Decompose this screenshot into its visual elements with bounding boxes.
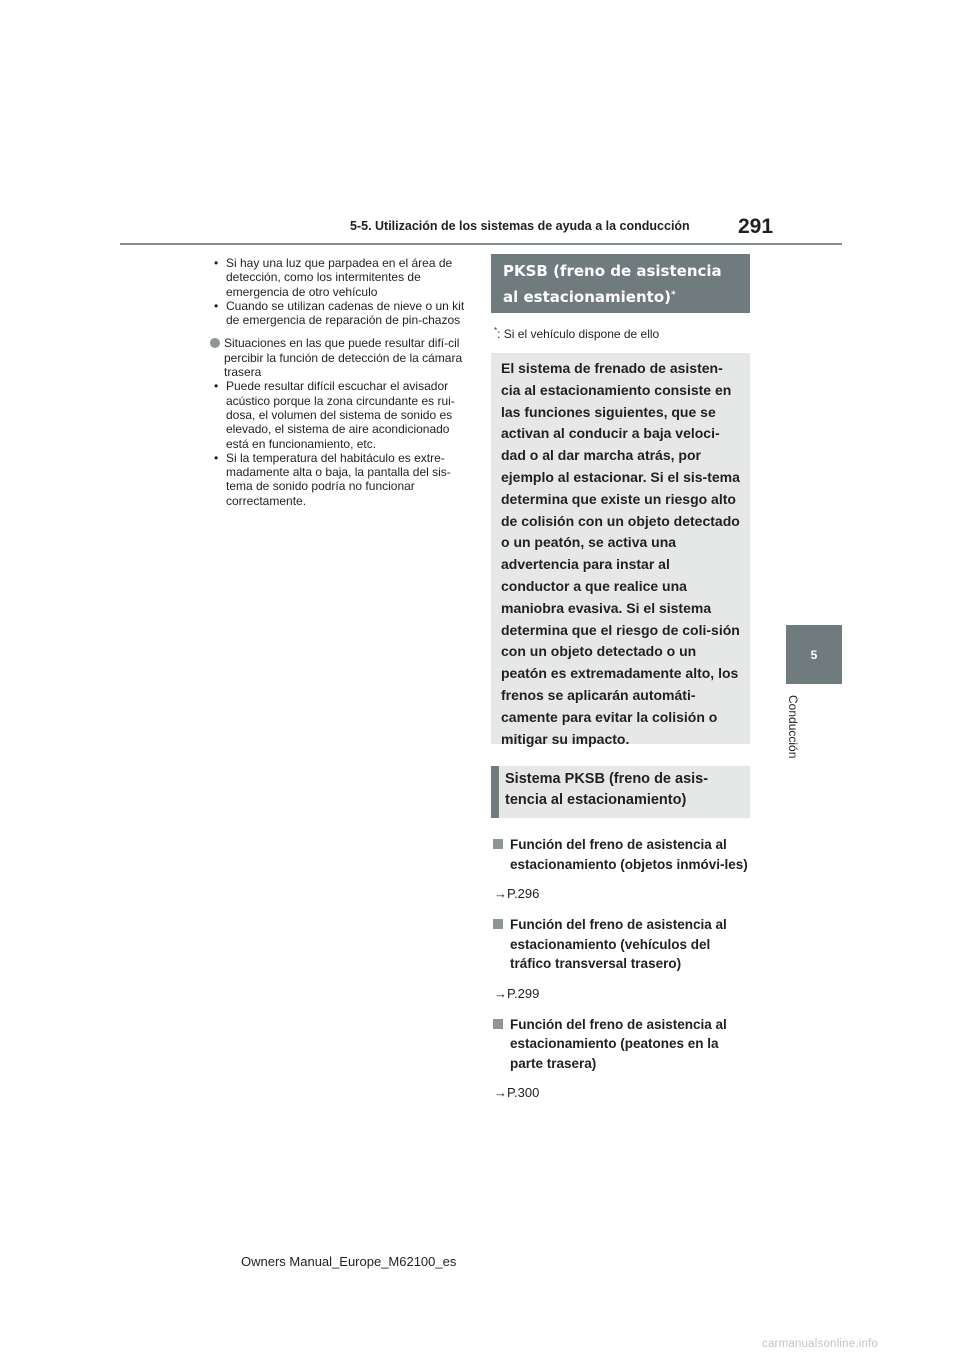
circle-bullet-icon: [210, 338, 220, 348]
left-column: [210, 256, 470, 508]
pksb-banner: [491, 254, 750, 313]
watermark: carmanualsonline.info: [762, 1338, 879, 1350]
bullet-item: • Si hay una luz que parpadea en el área de detección, como los intermitentes de emergencia de otro vehículo: [210, 256, 470, 299]
section-heading: Sistema PKSB (freno de asis-tencia al estacionamiento): [491, 766, 750, 818]
bullet-item: • Si la temperatura del habitáculo es extre-madamente alta o baja, la pantalla del sis-tema de sonido podría no funcionar correctamente.: [210, 451, 470, 508]
subsection-heading: [491, 915, 750, 974]
square-bullet-icon: [493, 919, 503, 929]
pksb-banner-title: PKSB (freno de asistencia al estacionamiento): [503, 262, 722, 306]
banner-asterisk: *: [670, 290, 676, 300]
subsection-heading: [491, 835, 750, 874]
subsection-title: Función del freno de asistencia al estacionamiento (objetos inmóvi-les): [510, 837, 748, 872]
page-reference-link[interactable]: →P.299: [494, 985, 540, 1001]
page-reference-link[interactable]: →P.300: [494, 1085, 540, 1100]
footnote-mark: *: [494, 326, 498, 335]
subsection-title: Función del freno de asistencia al estacionamiento (peatones en la parte trasera): [510, 1016, 727, 1071]
bullet-item: • Puede resultar difícil escuchar el avisador acústico porque la zona circundante es rui-dosa, el volumen del sistema de sonido es elevado, el sistema de aire acondicionado está en funcionamiento, etc.: [210, 379, 470, 450]
header-divider: [120, 243, 842, 245]
subsection-title: Función del freno de asistencia al estacionamiento (vehículos del tráfico transversal trasero): [510, 917, 727, 971]
intro-box: El sistema de frenado de asisten-cia al estacionamiento consiste en las funciones siguientes, que se activan al conducir a baja veloci-dad o al dar marcha atrás, por ejemplo al estacionar. Si el sis-tema determina que existe un riesgo alto de colisión con un objeto detectado o un peatón, se activa una advertencia para instar al conductor a que realice una maniobra evasiva. Si el sistema determina que el riesgo de coli-sión con un objeto detectado o un peatón es extremadamente alto, los frenos se aplicarán automáti-camente para evitar la colisión o mitigar su impacto.: [491, 353, 750, 744]
bullet-item: • Cuando se utilizan cadenas de nieve o un kit de emergencia de reparación de pin-chazos: [210, 299, 470, 328]
footnote: [491, 326, 750, 341]
footnote-text: : Si el vehículo dispone de ello: [497, 327, 660, 341]
subsection-heading: [491, 1015, 750, 1074]
footer-text: Owners Manual_Europe_M62100_es: [241, 1254, 457, 1269]
chapter-number: 5: [810, 647, 818, 662]
chapter-label: [786, 695, 806, 767]
page-reference-link[interactable]: →P.296: [494, 886, 540, 901]
chapter-label-text: Conducción: [786, 695, 800, 759]
circle-list-text: Situaciones en las que puede resultar difí-cil percibir la función de detección de la cámara trasera: [224, 336, 463, 380]
right-column: [491, 254, 750, 1100]
square-bullet-icon: [493, 1019, 503, 1029]
chapter-tab[interactable]: [786, 625, 842, 684]
section-header-title: 5-5. Utilización de los sistemas de ayuda a la conducción: [350, 219, 690, 233]
square-bullet-icon: [493, 839, 503, 849]
circle-list-item: [210, 336, 470, 379]
page-number: 291: [738, 215, 774, 238]
